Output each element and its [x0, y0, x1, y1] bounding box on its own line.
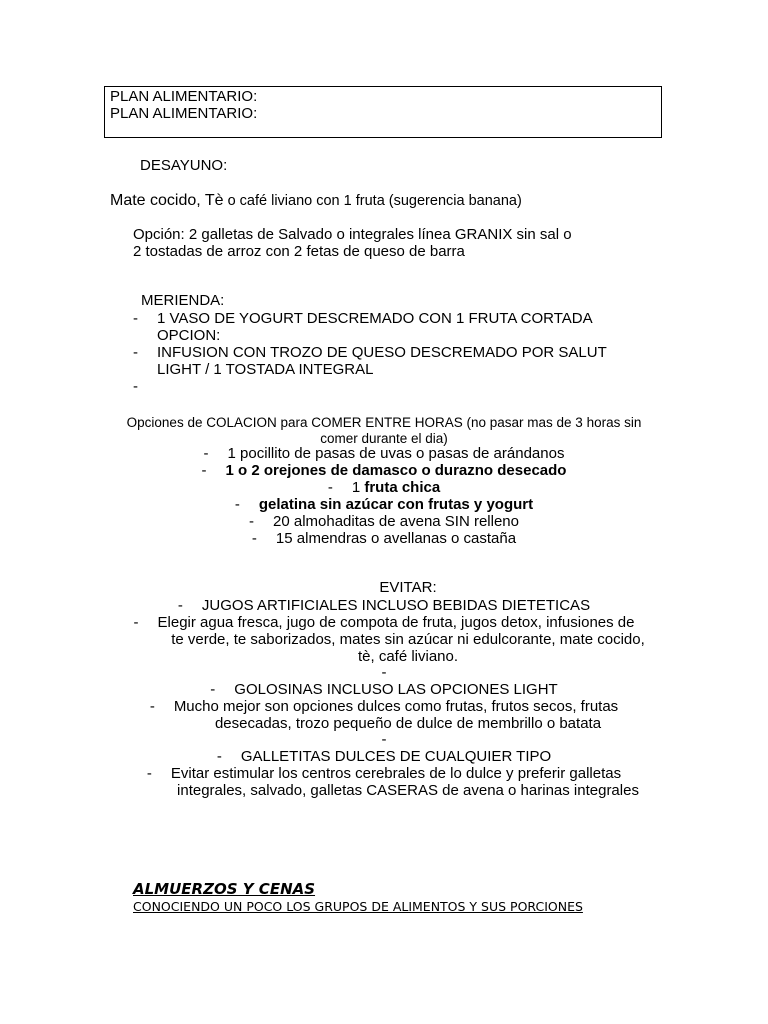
plan-header-box — [104, 86, 662, 138]
list-bullet: - — [133, 344, 138, 361]
evitar-sub-2-line-1 — [0, 698, 768, 715]
colacion-intro-line-2: comer durante el dia) — [320, 431, 448, 446]
colacion-item-4 — [0, 496, 768, 513]
merienda-title: MERIENDA: — [141, 292, 225, 309]
colacion-item-5 — [0, 513, 768, 530]
evitar-separator-2: - — [381, 731, 387, 748]
evitar-sub-2-line-2: desecadas, trozo pequeño de dulce de membrillo o batata — [214, 715, 602, 732]
colacion-item-6-text: 15 almendras o avellanas o castaña — [275, 530, 517, 547]
evitar-item-2-text: GOLOSINAS INCLUSO LAS OPCIONES LIGHT — [234, 681, 558, 698]
colacion-item-1 — [0, 445, 768, 462]
colacion-item-6 — [0, 530, 768, 547]
evitar-sub-1-line-3: tè, café liviano. — [357, 648, 459, 665]
list-bullet: - — [133, 614, 139, 631]
evitar-item-3-text: GALLETITAS DULCES DE CUALQUIER TIPO — [240, 748, 552, 765]
evitar-sub-3-line-1 — [0, 765, 768, 782]
evitar-sub-1-line-1-text: Elegir agua fresca, jugo de compota de fruta, jugos detox, infusiones de — [157, 614, 635, 631]
evitar-sub-2-line-1-text: Mucho mejor son opciones dulces como frutas, frutos secos, frutas — [173, 698, 619, 715]
evitar-title: EVITAR: — [379, 579, 437, 596]
evitar-sub-1-line-2: te verde, te saborizados, mates sin azúcar ni edulcorante, mate cocido, — [171, 631, 645, 648]
desayuno-option-line-1: Opción: 2 galletas de Salvado o integrales línea GRANIX sin sal o — [133, 226, 572, 243]
merienda-item-1 — [133, 310, 593, 327]
evitar-item-3 — [0, 748, 768, 765]
colacion-intro-line-1: Opciones de COLACION para COMER ENTRE HORAS (no pasar mas de 3 horas sin — [126, 415, 642, 430]
colacion-item-5-text: 20 almohaditas de avena SIN relleno — [273, 513, 519, 530]
list-bullet: - — [210, 681, 216, 698]
list-bullet: - — [203, 445, 209, 462]
desayuno-main-rest: o café liviano con 1 fruta (sugerencia banana) — [223, 193, 522, 209]
colacion-item-3-num: 1 — [351, 479, 365, 496]
list-bullet: - — [216, 748, 222, 765]
colacion-item-2-text: 1 o 2 orejones de damasco o durazno desecado — [225, 462, 567, 479]
evitar-sub-3-line-2: integrales, salvado, galletas CASERAS de avena o harinas integrales — [177, 782, 639, 799]
plan-title-line-2: PLAN ALIMENTARIO: — [110, 105, 258, 122]
almuerzos-subtitle: CONOCIENDO UN POCO LOS GRUPOS DE ALIMENTOS Y SUS PORCIONES — [133, 899, 583, 914]
colacion-item-4-text: gelatina sin azúcar con frutas y yogurt — [258, 496, 534, 513]
list-bullet: - — [251, 530, 257, 547]
list-bullet: - — [146, 765, 152, 782]
list-bullet: - — [234, 496, 240, 513]
almuerzos-title: ALMUERZOS Y CENAS — [133, 880, 316, 898]
list-bullet: - — [249, 513, 254, 530]
colacion-item-1-text: 1 pocillito de pasas de uvas o pasas de arándanos — [227, 445, 565, 462]
evitar-item-1 — [0, 597, 768, 614]
colacion-item-3 — [0, 479, 768, 496]
evitar-sub-1-line-1 — [0, 614, 768, 631]
merienda-item-2 — [133, 344, 607, 361]
evitar-item-2 — [0, 681, 768, 698]
evitar-item-1-text: JUGOS ARTIFICIALES INCLUSO BEBIDAS DIETETICAS — [201, 597, 591, 614]
merienda-item-1-cont: OPCION: — [157, 327, 221, 344]
list-bullet: - — [149, 698, 155, 715]
list-bullet: - — [327, 479, 333, 496]
evitar-separator-1: - — [381, 664, 387, 681]
evitar-sub-3-line-1-text: Evitar estimular los centros cerebrales de lo dulce y preferir galletas — [170, 765, 622, 782]
colacion-item-2 — [0, 462, 768, 479]
list-bullet: - — [177, 597, 183, 614]
list-bullet: - — [201, 462, 207, 479]
merienda-empty-bullet: - — [133, 378, 138, 395]
desayuno-main — [110, 192, 522, 210]
merienda-item-2-cont: LIGHT / 1 TOSTADA INTEGRAL — [157, 361, 374, 378]
merienda-item-2-text: INFUSION CON TROZO DE QUESO DESCREMADO POR SALUT — [157, 344, 607, 361]
desayuno-option-line-2: 2 tostadas de arroz con 2 fetas de queso de barra — [133, 243, 465, 260]
colacion-item-3-bold: fruta chica — [364, 479, 441, 496]
desayuno-main-lead: Mate cocido, Tè — [110, 192, 224, 209]
desayuno-title: DESAYUNO: — [140, 157, 228, 174]
merienda-item-1-text: 1 VASO DE YOGURT DESCREMADO CON 1 FRUTA CORTADA — [157, 310, 593, 327]
list-bullet: - — [133, 310, 138, 327]
plan-title-line-1: PLAN ALIMENTARIO: — [110, 88, 258, 105]
